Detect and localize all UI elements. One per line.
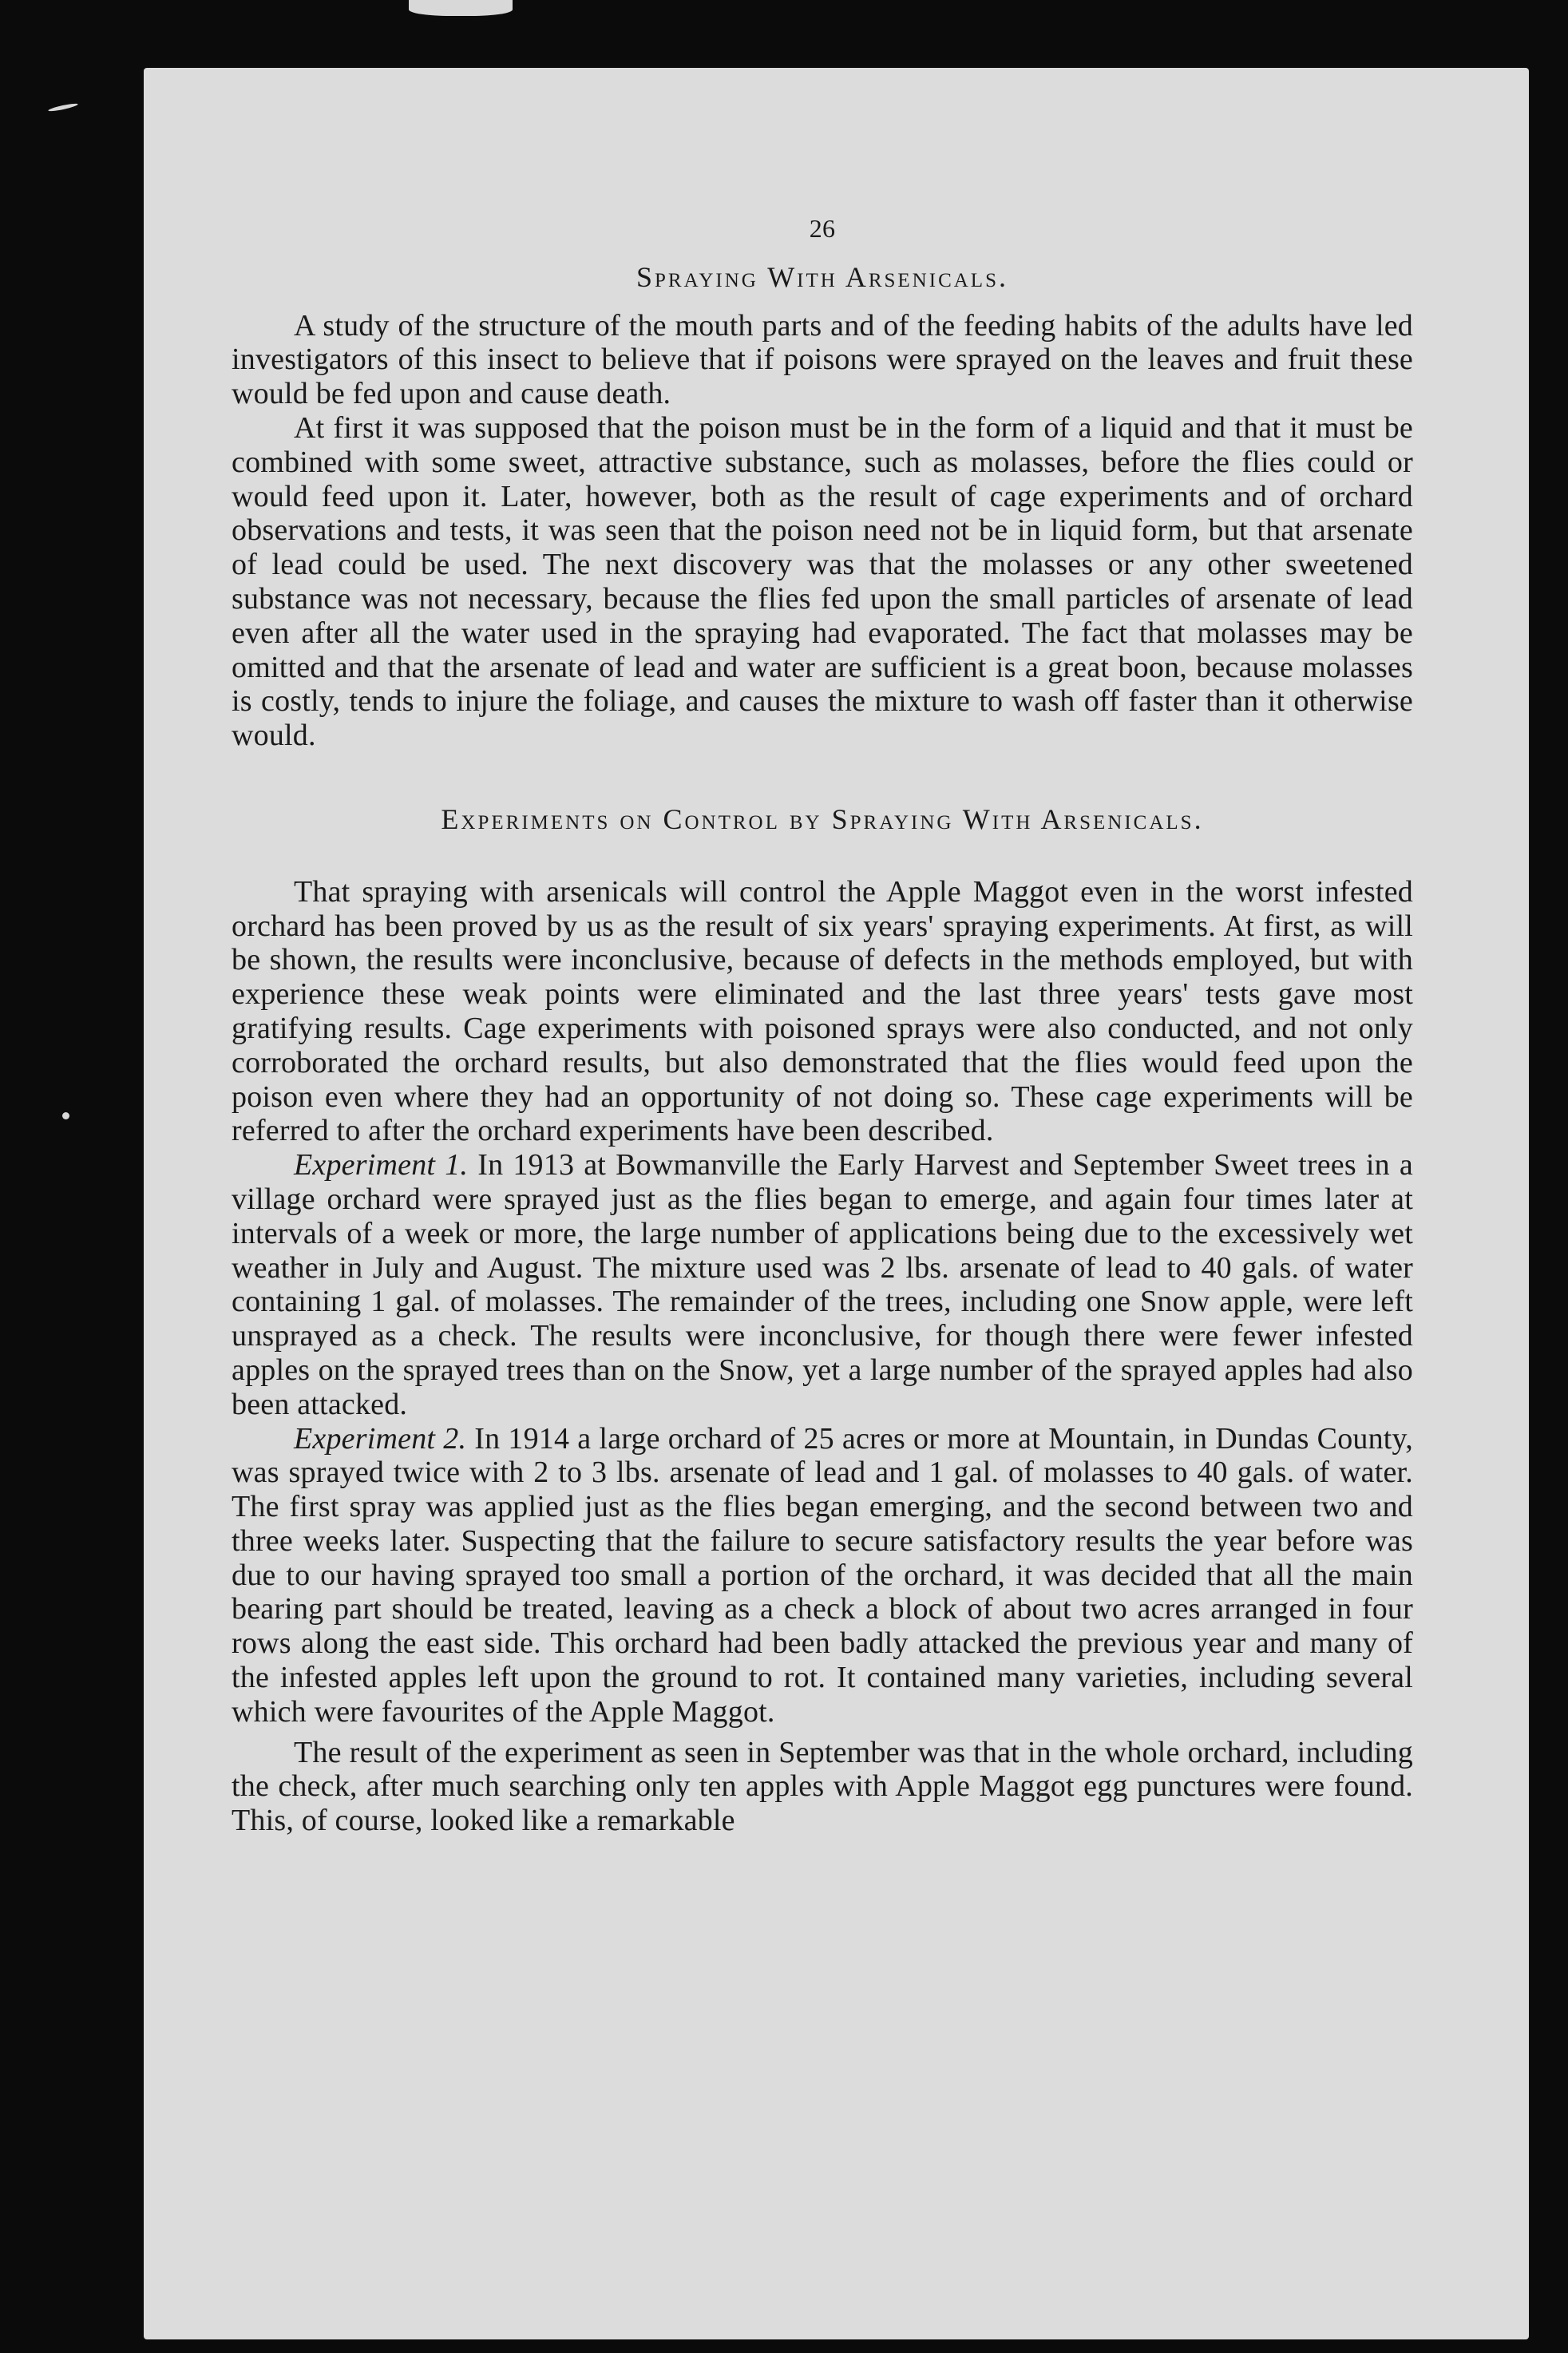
paragraph: That spraying with arsenicals will control the Apple Maggot even in the worst infested orchard has been proved by us as the result of six years' spraying experiments. At first, as will be shown, the results were inconclusive, because of defects in the methods employed, but with experience these weak points were eliminated and the last three years' tests gave most gratifying results. Cage experiments with poisoned sprays were also conducted, and not only corroborated the orchard results, but also demonstrated that the flies would feed upon the poison even where they had an opportunity of not doing so. These cage experiments will be referred to after the orchard experiments have been described. bbox=[232, 874, 1413, 1148]
experiment-label: Experiment 2. bbox=[294, 1421, 467, 1456]
experiment-text: In 1913 at Bowmanville the Early Harvest and September Sweet trees in a village orchard were sprayed just as the flies began to emerge, and again four times later at intervals of a week or more, the large number of applications being due to the excessively wet weather in July and August. The mixture used was 2 lbs. arsenate of lead to 40 gals. of water containing 1 gal. of molasses. The remainder of the trees, including one Snow apple, were left unsprayed as a check. The results were inconclusive, for though there were fewer infested apples on the sprayed trees than on the Snow, yet a large number of the sprayed apples had also been attacked. bbox=[232, 1148, 1414, 1421]
paragraph: At first it was supposed that the poison must be in the form of a liquid and that it must be combined with some sweet, attractive substance, such as molasses, before the flies could or would feed upon it. Later, however, both as the result of cage experiments and of orchard observations and tests, it was seen that the poison need not be in liquid form, but that arsenate of lead could be used. The next discovery was that the molasses or any other sweetened substance was not necessary, because the flies fed upon the small particles of arsenate of lead even after all the water used in the spraying had evaporated. The fact that molasses may be omitted and that the arsenate of lead and water are sufficient is a great boon, because molasses is costly, tends to injure the foliage, and causes the mixture to wash off faster than it otherwise would. bbox=[232, 410, 1413, 753]
section-heading-spraying: Spraying With Arsenicals. bbox=[636, 260, 1008, 293]
experiment-label: Experiment 1. bbox=[294, 1148, 469, 1182]
experiment-1-paragraph bbox=[232, 1148, 1413, 1421]
page-text bbox=[232, 212, 1413, 1838]
experiment-2-paragraph bbox=[232, 1422, 1413, 1729]
document-page bbox=[144, 68, 1529, 2339]
section-heading-experiments: Experiments on Control by Spraying With Arsenicals. bbox=[441, 802, 1204, 835]
film-speck bbox=[48, 102, 78, 113]
film-speck bbox=[62, 1112, 69, 1119]
page-number: 26 bbox=[809, 214, 836, 243]
film-speck bbox=[409, 0, 513, 16]
experiment-text: In 1914 a large orchard of 25 acres or more at Mountain, in Dundas County, was sprayed twice with 2 to 3 lbs. arsenate of lead and 1 gal. of molasses to 40 gals. of water. The first spray was applied just as the flies began emerging, and the second between two and three weeks later. Suspecting that the failure to secure satisfactory results the year before was due to our having sprayed too small a portion of the orchard, it was decided that all the main bearing part should be treated, leaving as a check a block of about two acres arranged in four rows along the east side. This orchard had been badly attacked the previous year and many of the infested apples left upon the ground to rot. It contained many varieties, including several which were favourites of the Apple Maggot. bbox=[232, 1421, 1413, 1729]
paragraph: The result of the experiment as seen in September was that in the whole orchard, including the check, after much searching only ten apples with Apple Maggot egg punctures were found. This, of course, looked like a remarkable bbox=[232, 1735, 1413, 1838]
paragraph: A study of the structure of the mouth parts and of the feeding habits of the adults have led investigators of this insect to believe that if poisons were sprayed on the leaves and fruit these would be fed upon and cause death. bbox=[232, 308, 1413, 411]
